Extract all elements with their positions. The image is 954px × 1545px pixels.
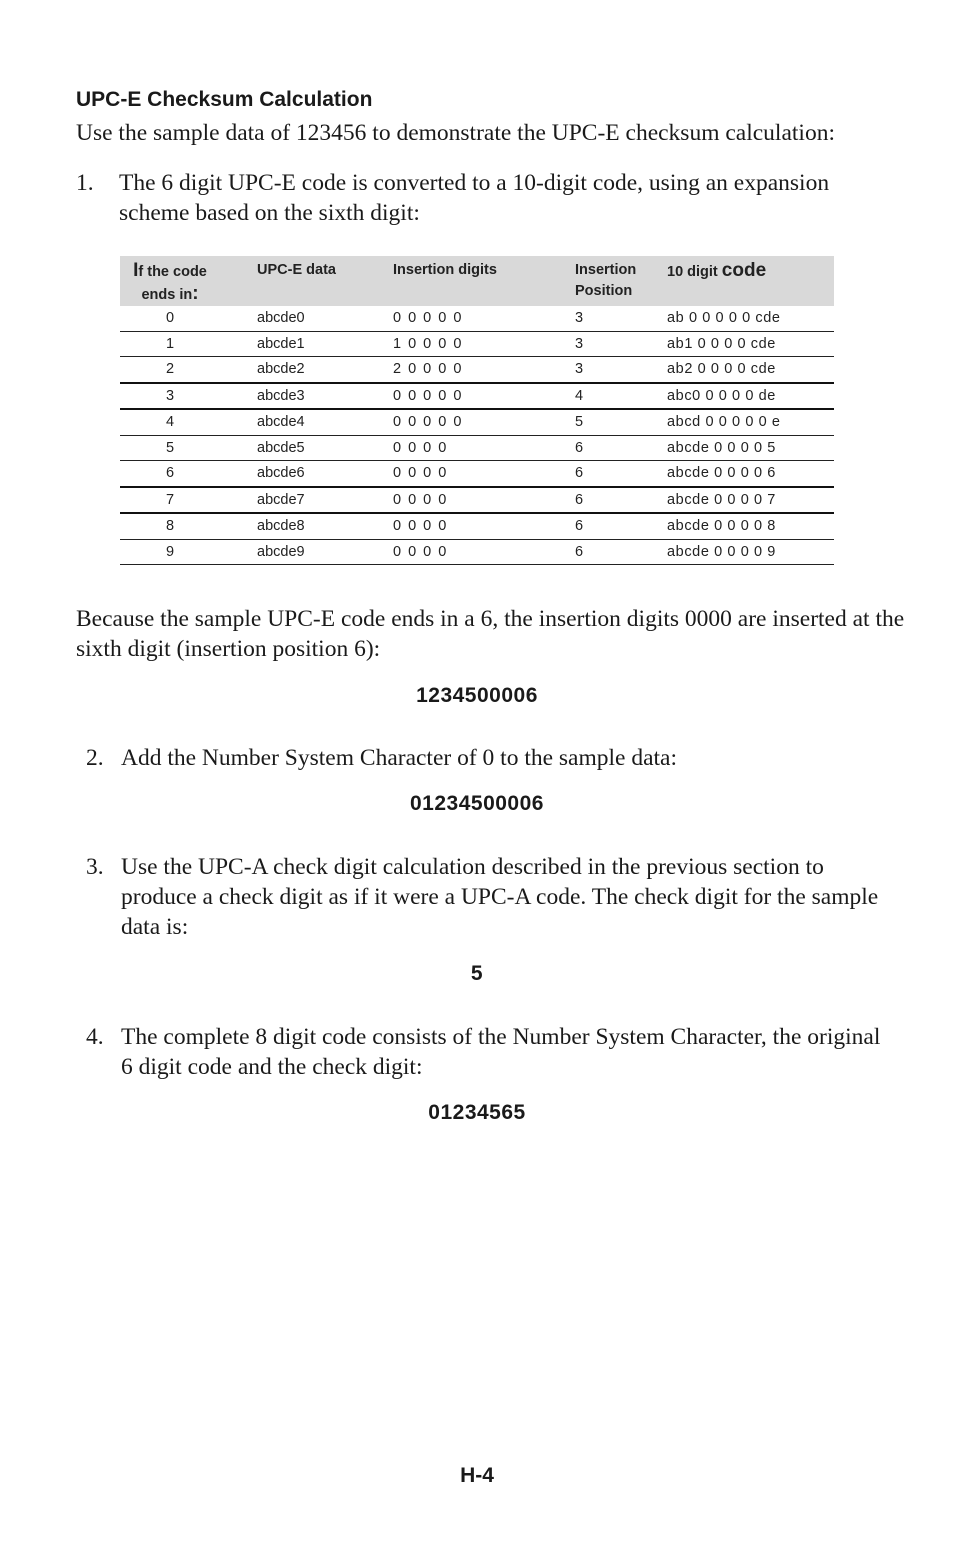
- code-with-nsc: 01234500006: [410, 792, 544, 815]
- step-3-number: 3.: [86, 854, 104, 880]
- cell-insertion-digits: 0 0 0 0: [393, 491, 448, 508]
- cell-10-digit-code: abc0 0 0 0 0 de: [667, 387, 776, 404]
- cell-ends-in: 0: [165, 310, 175, 326]
- cell-upce-data: abcde8: [257, 518, 305, 534]
- table-row: [120, 461, 834, 488]
- header-ends-in-colon: :: [192, 283, 199, 304]
- final-code: 01234565: [428, 1101, 526, 1124]
- cell-ends-in: 3: [165, 387, 175, 404]
- cell-10-digit-code: abcde 0 0 0 0 7: [667, 491, 776, 508]
- cell-10-digit-code: ab 0 0 0 0 0 cde: [667, 310, 781, 326]
- step-2-number: 2.: [86, 745, 104, 771]
- header-ends-in-line2: ends in: [141, 287, 193, 303]
- cell-upce-data: abcde3: [257, 387, 305, 404]
- header-ends-in-initial: I: [133, 260, 139, 281]
- step-2-text: Add the Number System Character of 0 to the sample data:: [121, 745, 678, 771]
- header-upce-data: UPC-E data: [257, 262, 336, 278]
- cell-insertion-digits: 0 0 0 0 0: [393, 310, 463, 326]
- cell-insertion-position: 6: [575, 543, 584, 560]
- cell-insertion-digits: 0 0 0 0 0: [393, 414, 463, 430]
- cell-insertion-position: 6: [575, 439, 584, 456]
- cell-upce-data: abcde9: [257, 543, 305, 560]
- cell-ends-in: 2: [165, 361, 175, 377]
- header-insertion-digits: Insertion digits: [393, 262, 497, 278]
- cell-10-digit-code: abcd 0 0 0 0 0 e: [667, 414, 781, 430]
- cell-upce-data: abcde4: [257, 414, 305, 430]
- cell-10-digit-code: abcde 0 0 0 0 9: [667, 543, 776, 560]
- because-paragraph: Because the sample UPC-E code ends in a 6, the insertion digits 0000 are inserted at the sixth digit (insertion position 6):: [76, 606, 905, 662]
- cell-upce-data: abcde6: [257, 465, 305, 481]
- cell-insertion-digits: 0 0 0 0: [393, 465, 448, 481]
- cell-10-digit-code: ab2 0 0 0 0 cde: [667, 361, 776, 377]
- cell-insertion-digits: 0 0 0 0 0: [393, 387, 463, 404]
- page-number: H-4: [460, 1464, 494, 1487]
- cell-insertion-digits: 0 0 0 0: [393, 439, 448, 456]
- cell-insertion-position: 6: [575, 491, 584, 508]
- step-4-number: 4.: [86, 1024, 104, 1050]
- cell-insertion-digits: 0 0 0 0: [393, 543, 448, 560]
- cell-insertion-position: 4: [575, 387, 584, 404]
- cell-ends-in: 6: [165, 465, 175, 481]
- table-row: [120, 306, 834, 332]
- expansion-table: [120, 256, 834, 565]
- cell-insertion-position: 3: [575, 310, 584, 326]
- table-row: [120, 357, 834, 384]
- cell-ends-in: 8: [165, 518, 175, 534]
- header-insertion-position-line1: Insertion: [575, 262, 637, 278]
- header-ends-in-line1: f the code: [138, 264, 207, 280]
- table-row: [120, 436, 834, 462]
- cell-upce-data: abcde5: [257, 439, 305, 456]
- intro-paragraph: Use the sample data of 123456 to demonstrate the UPC-E checksum calculation:: [76, 120, 835, 146]
- check-digit: 5: [470, 962, 484, 985]
- cell-ends-in: 9: [165, 543, 175, 560]
- table-row: [120, 384, 834, 411]
- cell-10-digit-code: abcde 0 0 0 0 6: [667, 465, 776, 481]
- header-insertion-position: [575, 260, 636, 302]
- cell-insertion-position: 3: [575, 361, 584, 377]
- cell-ends-in: 7: [165, 491, 175, 508]
- cell-10-digit-code: abcde 0 0 0 0 8: [667, 518, 776, 534]
- step-1-text: The 6 digit UPC-E code is converted to a 10-digit code, using an expansion scheme based on the sixth digit:: [119, 170, 830, 226]
- table-row: [120, 540, 834, 566]
- cell-10-digit-code: abcde 0 0 0 0 5: [667, 439, 776, 456]
- header-code-label: code: [721, 260, 767, 281]
- cell-insertion-position: 6: [575, 465, 584, 481]
- expanded-code: 1234500006: [416, 684, 538, 707]
- cell-ends-in: 5: [165, 439, 175, 456]
- cell-insertion-position: 3: [575, 335, 584, 352]
- cell-insertion-digits: 0 0 0 0: [393, 518, 448, 534]
- cell-upce-data: abcde0: [257, 310, 305, 326]
- cell-insertion-position: 5: [575, 414, 584, 430]
- cell-insertion-digits: 1 0 0 0 0: [393, 335, 463, 352]
- cell-ends-in: 4: [165, 414, 175, 430]
- section-heading: UPC-E Checksum Calculation: [76, 88, 373, 111]
- cell-ends-in: 1: [165, 335, 175, 352]
- cell-upce-data: abcde7: [257, 491, 305, 508]
- table-row: [120, 332, 834, 358]
- cell-10-digit-code: ab1 0 0 0 0 cde: [667, 335, 776, 352]
- table-row: [120, 514, 834, 540]
- header-ends-in: [120, 260, 220, 306]
- header-10-digit-code: [667, 260, 766, 283]
- cell-insertion-digits: 2 0 0 0 0: [393, 361, 463, 377]
- step-4-text: The complete 8 digit code consists of the Number System Character, the original 6 digit code and the check digit:: [121, 1024, 881, 1080]
- cell-upce-data: abcde1: [257, 335, 305, 352]
- table-row: [120, 488, 834, 515]
- table-row: [120, 410, 834, 436]
- header-insertion-position-line2: Position: [575, 283, 633, 299]
- table-header: [120, 256, 834, 306]
- step-1-number: 1.: [76, 170, 94, 196]
- cell-insertion-position: 6: [575, 518, 584, 534]
- cell-upce-data: abcde2: [257, 361, 305, 377]
- step-3-text: Use the UPC-A check digit calculation described in the previous section to produce a check digit as if it were a UPC-A code. The check digit for the sample data is:: [121, 854, 879, 940]
- header-10-digit-label: 10 digit: [667, 264, 722, 280]
